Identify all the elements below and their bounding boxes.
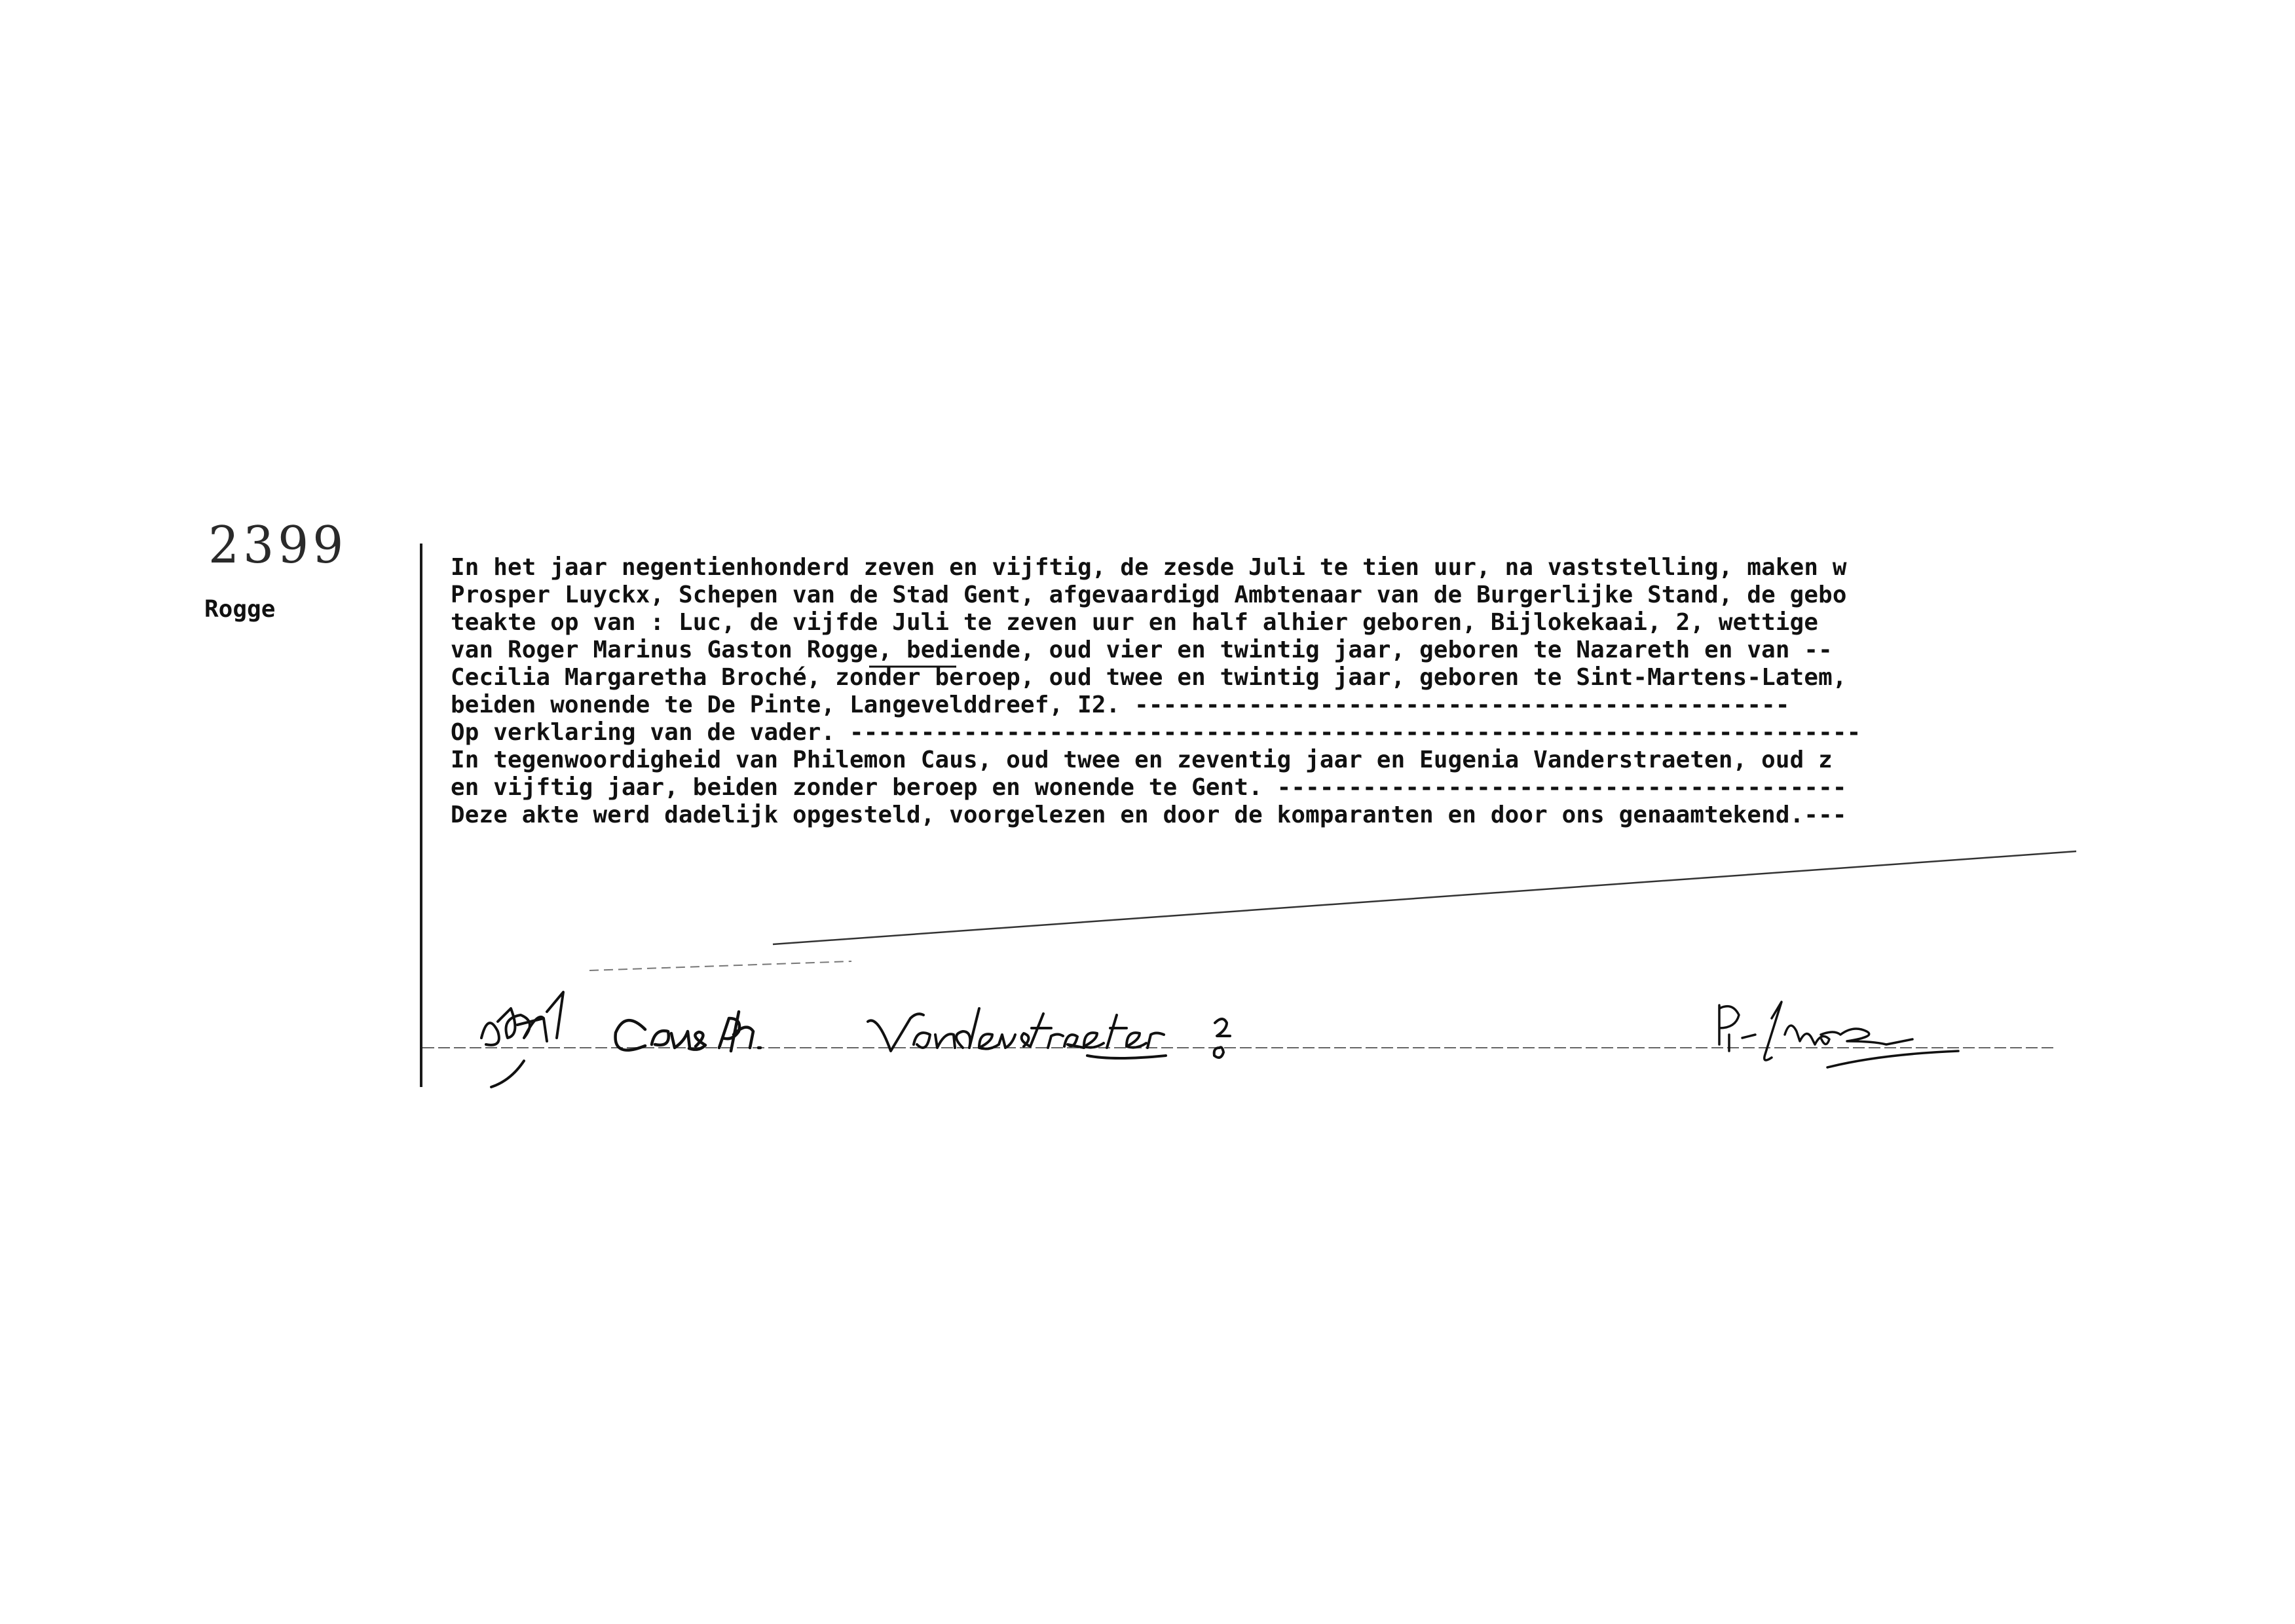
act-line: van Roger Marinus Gaston Rogge, bediende, oud vier en twintig jaar, geboren te Nazareth en van -- xyxy=(451,637,1833,663)
act-line: Deze akte werd dadelijk opgesteld, voorgelezen en door de komparanten en door ons genaamtekend.--- xyxy=(451,802,1847,828)
act-line: In het jaar negentienhonderd zeven en vijftig, de zesde Juli te tien uur, na vaststelling, maken w xyxy=(451,554,1847,581)
act-line: en vijftig jaar, beiden zonder beroep en wonende te Gent. ---------------------------------------- xyxy=(451,774,1847,801)
act-line: beiden wonende te De Pinte, Langevelddreef, I2. ---------------------------------------------- xyxy=(451,692,1790,718)
record-number: 2399 xyxy=(208,515,348,576)
signature-vanderstraeten-icon xyxy=(868,1008,1230,1058)
act-line: In tegenwoordigheid van Philemon Caus, oud twee en zeventig jaar en Eugenia Vanderstraeten, oud z xyxy=(451,747,1833,773)
act-line: Op verklaring van de vader. ----------------------------------------------------------------------- xyxy=(451,719,1861,746)
act-line: Cecilia Margaretha Broché, zonder beroep, oud twee en twintig jaar, geboren te Sint-Martens-Latem, xyxy=(451,664,1847,691)
signature-father-icon xyxy=(481,992,563,1087)
record-surname: Rogge xyxy=(204,596,276,623)
act-line: Prosper Luyckx, Schepen van de Stad Gent, afgevaardigd Ambtenaar van de Burgerlijke Stand, de gebo xyxy=(451,581,1847,608)
act-line: teakte op van : Luc, de vijfde Juli te zeven uur en half alhier geboren, Bijlokekaai, 2, wettige xyxy=(451,609,1819,636)
signature-caus-ph-icon xyxy=(616,1012,760,1051)
signature-officer-icon xyxy=(1719,1002,1958,1067)
